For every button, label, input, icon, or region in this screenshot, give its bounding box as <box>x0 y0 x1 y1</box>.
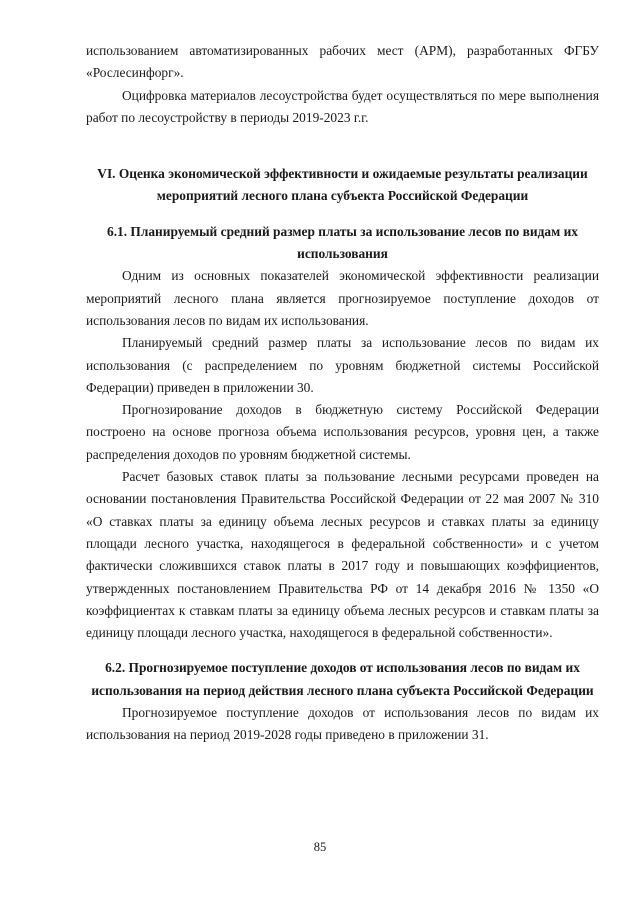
spacer <box>86 129 599 163</box>
subsection-2-heading: 6.2. Прогнозируемое поступление доходов от использования лесов по видам их использования на период действия лесного плана субъекта Российской Федерации <box>91 660 594 698</box>
subsection-1-paragraph: Планируемый средний размер платы за использование лесов по видам их использования (с распределением по уровням бюджетной системы Российской Федерации) приведен в приложении 30. <box>86 335 599 395</box>
subsection-1-paragraph: Одним из основных показателей экономической эффективности реализации мероприятий лесного плана является прогнозируемое поступление доходов от использования лесов по видам их использования. <box>86 268 599 328</box>
intro-paragraph-continuation: использованием автоматизированных рабочих мест (АРМ), разработанных ФГБУ «Рослесинфорг». <box>86 43 599 81</box>
document-page <box>86 40 599 747</box>
subsection-1-paragraph: Прогнозирование доходов в бюджетную систему Российской Федерации построено на основе прогноза объема использования ресурсов, уровня цен, а также распределения доходов по уровням бюджетной системы. <box>86 402 599 462</box>
page-number: 85 <box>313 840 327 854</box>
intro-paragraph-digitization: Оцифровка материалов лесоустройства будет осуществляться по мере выполнения работ по лесоустройству в периоды 2019-2023 г.г. <box>86 87 599 125</box>
subsection-1-heading: 6.1. Планируемый средний размер платы за использование лесов по видам их использования <box>107 223 578 262</box>
subsection-1-paragraph: Расчет базовых ставок платы за пользование лесными ресурсами проведен на основании постановления Правительства Российской Федерации от 22 мая 2007 № 310 «О ставках платы за единицу объема лесных ресурсов и ставках платы за единицу площади лесного участка, находящегося в федеральной собственности» и с учетом фактически сложившихся ставок платы в 2017 году и повышающих коэффициентов, утвержденных постановлением Правительства РФ от 14 декабря 2016 № 1350 «О коэффициентах к ставкам платы за единицу объема лесных ресурсов и ставкам платы за единицу площади лесного участка, находящегося в федеральной собственности». <box>86 469 599 641</box>
subsection-2-paragraph: Прогнозируемое поступление доходов от использования лесов по видам их использования на период 2019-2028 годы приведено в приложении 31. <box>86 705 599 743</box>
spacer <box>86 644 599 657</box>
spacer <box>86 208 599 221</box>
section-heading: VI. Оценка экономической эффективности и ожидаемые результаты реализации мероприятий лесного плана субъекта Российской Федерации <box>97 166 588 204</box>
